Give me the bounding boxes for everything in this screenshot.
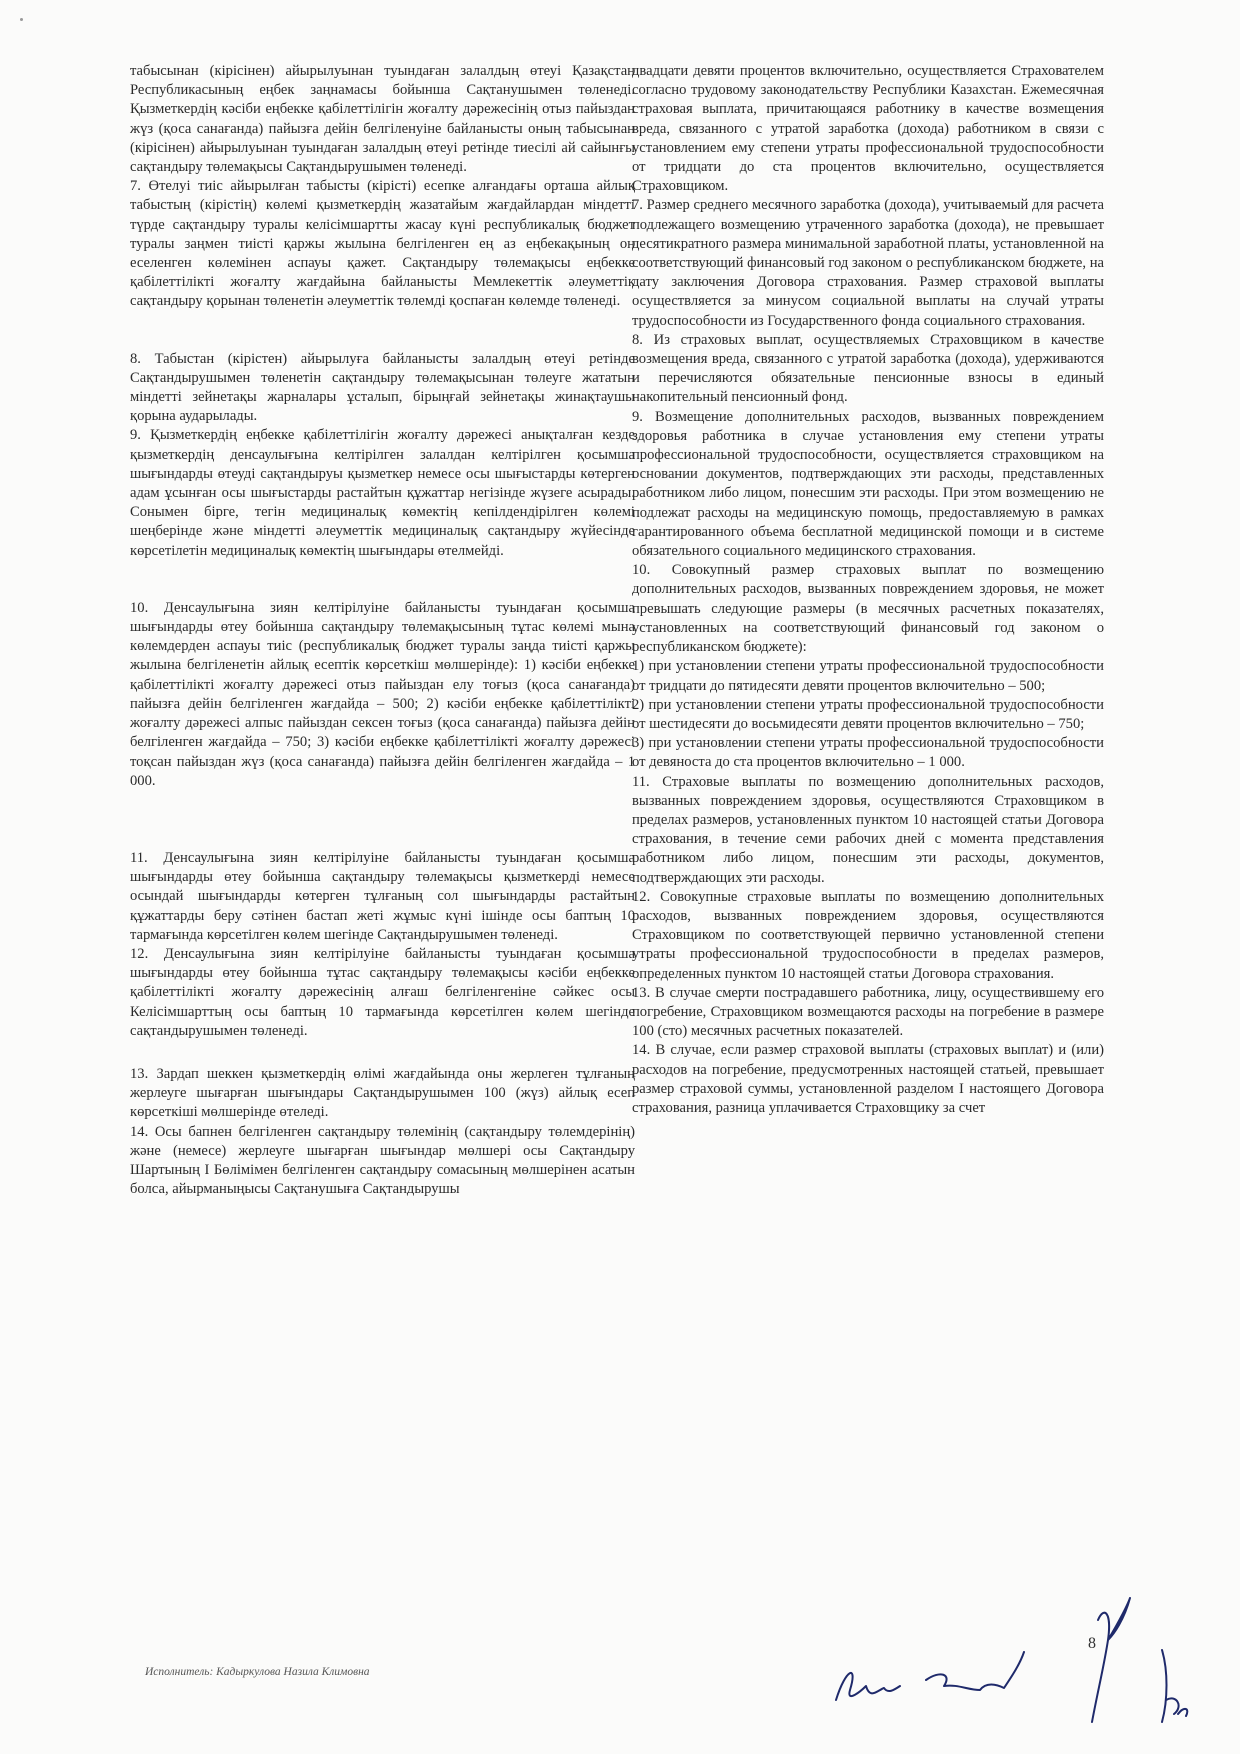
ru-paragraph-13: 13. В случае смерти пострадавшего работника, лицу, осуществившему его погребение, Страховщиком возмещаются расходы на погребение в размере 100 (сто) месячных расчетных показателей. xyxy=(632,984,1104,1040)
executor-note: Исполнитель: Кадыркулова Назила Климовна xyxy=(145,1666,370,1678)
ru-paragraph-12: 12. Совокупные страховые выплаты по возмещению дополнительных расходов, вызванных повреждением здоровья, осуществляются Страховщиком по соответствующей первично установленной степени утраты профессиональной трудоспособности в пределах размеров, определенных пунктом 10 настоящей статьи Договора страхования. xyxy=(632,888,1104,982)
kz-paragraph-9: 9. Қызметкердің еңбекке қабілеттілігін жоғалту дәрежесі анықталған кезде қызметкердің денсаулығына келтірілген залалдан келтірілген қосымша шығындарды өтеуді сақтандыруы қызметкер немесе осы шығыстарды көтерген адам ұсынған осы шығыстарды растайтын құжаттар негізінде жүзеге асырады. Сонымен бірге, тегін медициналық көмектің кепілдендірілген көлемі шеңберінде және міндетті әлеуметтік медициналық сақтандыру жүйесінде көрсетілетін медициналық көмектің шығындары өтелмейді. xyxy=(130,427,635,559)
kz-paragraph-11: 11. Денсаулығына зиян келтірілуіне байланысты туындаған қосымша шығындарды өтеу бойынша сақтандыру төлемақысы қызметкерді немесе осындай шығындарды көтерген тұлғаның сол шығындарды растайтын құжаттарды беру сәтінен бастап жеті жұмыс күні ішінде осы баптың 10 тармағында көрсетілген көлем шегінде Сақтандырушымен төленеді. xyxy=(130,849,635,943)
signature-2 xyxy=(926,1652,1024,1690)
kz-paragraph-13: 13. Зардап шеккен қызметкердің өлімі жағдайында оны жерлеген тұлғаның жерлеуге шығарған шығындары Сақтандырушымен 100 (жүз) айлық есеп көрсеткіші мөлшерінде өтеледі. xyxy=(130,1065,635,1121)
kz-paragraph-12: 12. Денсаулығына зиян келтірілуіне байланысты туындаған қосымша шығындарды өтеу бойынша тұтас сақтандыру төлемақысы кәсіби еңбекке қабілеттілікті жоғалту дәрежесінің алғаш белгіленгеніне сәйкес осы Келісімшарттың осы баптың 10 тармағында көрсетілген көлем шегінде сақтандырушымен төленеді. xyxy=(130,945,635,1039)
page-number: 8 xyxy=(1088,1635,1096,1652)
kz-paragraph-7: 7. Өтелуі тиіс айырылған табысты (кірісті) есепке алғандағы орташа айлық табыстың (кірістің) көлемі қызметкердің жазатайым жағдайлардан міндетті түрде сақтандыру туралы келісімшартты жасау күні республикалық бюджет туралы заңмен тиісті қаржы жылына белгіленген ең аз еңбекақының он еселенген көлемінен аспауы қажет. Сақтандыру төлемақысы еңбекке қабілеттілікті жоғалту жағдайына байланысты Мемлекеттік әлеуметтік сақтандыру қорынан төленетін әлеуметтік төлемді қоспаған көлемде төленеді. xyxy=(130,178,635,310)
ru-paragraph-10-item-3: 3) при установлении степени утраты профессиональной трудоспособности от девяноста до ста процентов включительно – 1 000. xyxy=(632,735,1104,771)
ru-paragraph-10: 10. Совокупный размер страховых выплат по возмещению дополнительных расходов, вызванных повреждением здоровья, не может превышать следующие размеры (в месячных расчетных показателях, установленных на соответствующий финансовый год законом о республиканском бюджете): xyxy=(632,562,1104,656)
signature-3 xyxy=(1092,1598,1130,1722)
signature-4 xyxy=(1162,1650,1187,1722)
ru-paragraph-7: 7. Размер среднего месячного заработка (дохода), учитываемый для расчета подлежащего возмещению утраченного заработка (дохода), не превышает десятикратного размера минимальной заработной платы, установленной на соответствующий финансовый год законом о республиканском бюджете, на дату заключения Договора страхования. Размер страховой выплаты осуществляется за минусом социальной выплаты на случай утраты трудоспособности из Государственного фонда социального страхования. xyxy=(632,197,1104,329)
ru-paragraph-10-item-1: 1) при установлении степени утраты профессиональной трудоспособности от тридцати до пятидесяти девяти процентов включительно – 500; xyxy=(632,658,1104,694)
kz-paragraph-6-continued: табысынан (кірісінен) айырылуынан туындаған залалдың өтеуі Қазақстан Республикасының еңбек заңнамасы бойынша Сақтанушымен төленеді. Қызметкердің кәсіби еңбекке қабілеттілігін жоғалту дәрежесінің отыз пайыздан жүз (қоса санағанда) пайызға дейін белгіленуіне байланысты оның табысынан (кірісінен) айырылуынан туындаған залалдың өтеуі ретінде тиесілі ай сайынғы сақтандыру төлемақысы Сақтандырушымен төленеді. xyxy=(130,63,635,176)
ru-paragraph-6-continued: двадцати девяти процентов включительно, осуществляется Страхователем согласно трудовому законодательству Республики Казахстан. Ежемесячная страховая выплата, причитающаяся работнику в качестве возмещения вреда, связанного с утратой заработка (дохода) работником в связи с установлением ему степени утраты профессиональной трудоспособности от тридцати до ста процентов включительно, осуществляется Страховщиком. xyxy=(632,63,1104,195)
kz-paragraph-10: 10. Денсаулығына зиян келтірілуіне байланысты туындаған қосымша шығындарды өтеу бойынша сақтандыру төлемақысының тұтас көлемі мына көлемдерден аспауы тиіс (республикалық бюджет туралы заңда тиісті қаржы жылына белгіленетін айлық есептік көрсеткіш мөлшерінде): 1) кәсіби еңбекке қабілеттілікті жоғалту дәрежесі отыз пайыздан елу тоғыз (қоса санағанда) пайызға дейін белгіленген жағдайда – 500; 2) кәсіби еңбекке қабілеттілікті жоғалту дәрежесі алпыс пайыздан сексен тоғыз (қоса санағанда) пайызға дейін белгіленген жағдайда – 750; 3) кәсіби еңбекке қабілеттілікті жоғалту дәрежесі тоқсан пайыздан жүз (қоса санағанда) пайызға дейін белгіленген жағдайда – 1 000. xyxy=(130,599,635,789)
ru-paragraph-8: 8. Из страховых выплат, осуществляемых Страховщиком в качестве возмещения вреда, связанного с утратой заработка (дохода), удерживаются и перечисляются обязательные пенсионные взносы в единый накопительный пенсионный фонд. xyxy=(632,331,1104,406)
kz-paragraph-14: 14. Осы бапнен белгіленген сақтандыру төлемінің (сақтандыру төлемдерінің) және (немесе) жерлеуге шығарған шығындар мөлшері осы Сақтандыру Шартының I Бөлімімен белгіленген сақтандыру сомасының мөлшерінен асатын болса, айырманыңысы Сақтанушыға Сақтандырушы xyxy=(130,1123,635,1198)
ru-paragraph-11: 11. Страховые выплаты по возмещению дополнительных расходов, вызванных повреждением здоровья, осуществляются Страховщиком в пределах размеров, установленных пунктом 10 настоящей статьи Договора страхования, в течение семи рабочих дней с момента представления работником либо лицом, понесшим эти расходы, документов, подтверждающих эти расходы. xyxy=(632,773,1104,886)
russian-column xyxy=(632,62,1104,1118)
ru-paragraph-10-item-2: 2) при установлении степени утраты профессиональной трудоспособности от шестидесяти до восьмидесяти девяти процентов включительно – 750; xyxy=(632,696,1104,732)
scan-speck xyxy=(20,18,23,21)
kazakh-column xyxy=(130,62,635,1199)
signature-1 xyxy=(836,1673,900,1700)
ru-paragraph-9: 9. Возмещение дополнительных расходов, вызванных повреждением здоровья работника в случае установления ему степени утраты профессиональной трудоспособности, осуществляется страховщиком на основании документов, подтверждающих эти расходы, представленных работником либо лицом, понесшим эти расходы. При этом возмещению не подлежат расходы на медицинскую помощь, предоставляемую в рамках гарантированного объема бесплатной медицинской помощи и в системе обязательного социального медицинского страхования. xyxy=(632,408,1104,560)
kz-paragraph-8: 8. Табыстан (кірістен) айырылуға байланысты залалдың өтеуі ретінде Сақтандырушымен төленетін сақтандыру төлемақысынан төлеуге жататын міндетті зейнетақы жарналары ұсталып, бірыңғай зейнетақы жинақтаушы қорына аударылады. xyxy=(130,350,635,425)
ru-paragraph-14: 14. В случае, если размер страховой выплаты (страховых выплат) и (или) расходов на погребение, предусмотренных настоящей статьей, превышает размер страховой суммы, установленной разделом I настоящего Договора страхования, разница уплачивается Страховщику за счет xyxy=(632,1042,1104,1116)
